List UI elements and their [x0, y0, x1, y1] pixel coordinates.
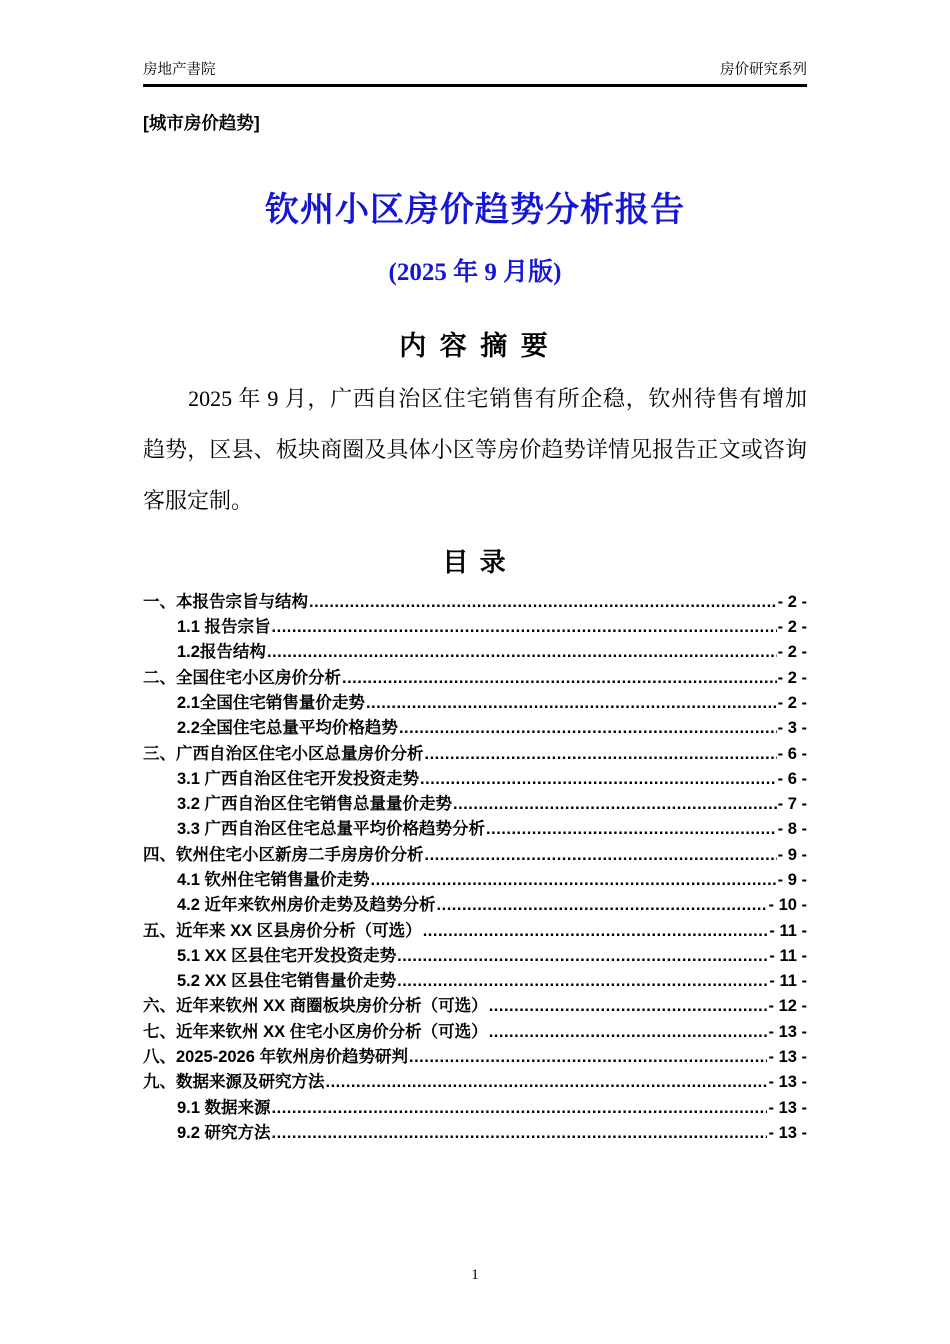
toc-page-number: - 13 -	[768, 1048, 807, 1067]
toc-entry-label: 3.1 广西自治区住宅开发投资走势	[177, 769, 420, 788]
toc-entry[interactable]	[143, 919, 807, 944]
toc-page-number: - 2 -	[777, 693, 807, 712]
toc-entry-label: 1.1 报告宗旨	[177, 618, 271, 637]
toc-page-number: - 12 -	[768, 997, 807, 1016]
toc-page-number: - 13 -	[768, 1123, 807, 1142]
toc-entry[interactable]	[143, 893, 807, 918]
toc-entry-label: 五、近年来 XX 区县房价分析（可选）	[143, 921, 422, 940]
toc-page-number: - 9 -	[777, 845, 807, 864]
toc-dot-leader	[371, 868, 777, 893]
toc-dot-leader	[489, 994, 768, 1019]
toc-entry[interactable]	[143, 1096, 807, 1121]
toc-dot-leader	[453, 792, 777, 817]
toc-dot-leader	[437, 893, 768, 918]
page-number: 1	[471, 1267, 479, 1283]
toc-entry-label: 2.1全国住宅销售量价走势	[177, 693, 365, 712]
toc-entry[interactable]	[143, 1121, 807, 1146]
toc-entry-label: 1.2报告结构	[177, 643, 266, 662]
toc-page-number: - 11 -	[769, 972, 807, 991]
toc-list	[143, 590, 807, 1147]
toc-dot-leader	[267, 640, 777, 665]
toc-dot-leader	[397, 944, 768, 969]
toc-page-number: - 13 -	[768, 1022, 807, 1041]
report-subtitle: (2025 年 9 月版)	[388, 259, 562, 287]
toc-page-number: - 2 -	[777, 592, 807, 611]
toc-page-number: - 6 -	[777, 769, 807, 788]
toc-entry-label: 9.1 数据来源	[177, 1098, 271, 1117]
toc-dot-leader	[425, 742, 777, 767]
toc-entry-label: 9.2 研究方法	[177, 1123, 271, 1142]
toc-entry[interactable]	[143, 792, 807, 817]
toc-page-number: - 11 -	[769, 921, 807, 940]
toc-page-number: - 11 -	[769, 946, 807, 965]
toc-dot-leader	[489, 1020, 768, 1045]
toc-entry[interactable]	[143, 767, 807, 792]
toc-entry[interactable]	[143, 691, 807, 716]
page-footer	[0, 1267, 950, 1284]
toc-page-number: - 3 -	[777, 719, 807, 738]
toc-entry-label: 一、本报告宗旨与结构	[143, 592, 308, 611]
toc-page-number: - 2 -	[777, 668, 807, 687]
toc-entry-label: 四、钦州住宅小区新房二手房房价分析	[143, 845, 424, 864]
toc-dot-leader	[272, 1096, 768, 1121]
toc-dot-leader	[272, 615, 777, 640]
toc-dot-leader	[342, 666, 777, 691]
toc-dot-leader	[366, 691, 777, 716]
toc-entry-label: 4.1 钦州住宅销售量价走势	[177, 871, 370, 889]
header-left-text: 房地产書院	[143, 62, 216, 78]
toc-entry-label: 三、广西自治区住宅小区总量房价分析	[143, 744, 424, 763]
toc-entry[interactable]	[143, 994, 807, 1019]
toc-entry[interactable]	[143, 1070, 807, 1095]
toc-entry[interactable]	[143, 716, 807, 741]
toc-dot-leader	[486, 817, 777, 842]
toc-page-number: - 7 -	[777, 795, 807, 814]
toc-dot-leader	[423, 919, 769, 944]
toc-entry-label: 5.1 XX 区县住宅开发投资走势	[177, 946, 397, 965]
toc-entry[interactable]	[143, 640, 807, 665]
toc-entry-label: 九、数据来源及研究方法	[143, 1073, 325, 1092]
toc-page-number: - 10 -	[768, 896, 807, 915]
toc-entry[interactable]	[143, 666, 807, 691]
toc-entry[interactable]	[143, 1020, 807, 1045]
toc-dot-leader	[409, 1045, 767, 1070]
toc-entry-label: 七、近年来钦州 XX 住宅小区房价分析（可选）	[143, 1022, 488, 1041]
toc-page-number: - 8 -	[777, 820, 807, 839]
toc-page-number: - 6 -	[777, 744, 807, 763]
toc-entry-label: 二、全国住宅小区房价分析	[143, 668, 341, 687]
toc-entry[interactable]	[143, 817, 807, 842]
toc-page-number: - 2 -	[777, 643, 807, 662]
toc-entry[interactable]	[143, 843, 807, 868]
toc-entry[interactable]	[143, 868, 807, 893]
toc-dot-leader	[420, 767, 777, 792]
toc-dot-leader	[397, 969, 768, 994]
toc-entry[interactable]	[143, 1045, 807, 1070]
toc-dot-leader	[399, 716, 777, 741]
toc-entry[interactable]	[143, 590, 807, 615]
page-header	[143, 58, 807, 87]
toc-page-number: - 9 -	[777, 871, 807, 889]
toc-page-number: - 2 -	[777, 618, 807, 637]
toc-entry-label: 5.2 XX 区县住宅销售量价走势	[177, 972, 397, 991]
toc-dot-leader	[309, 590, 777, 615]
toc-dot-leader	[425, 843, 777, 868]
category-tag: [城市房价趋势]	[143, 113, 260, 133]
toc-entry[interactable]	[143, 969, 807, 994]
toc-entry-label: 六、近年来钦州 XX 商圈板块房价分析（可选）	[143, 997, 488, 1016]
report-title: 钦州小区房价趋势分析报告	[265, 192, 685, 229]
header-right-text: 房价研究系列	[720, 62, 807, 78]
toc-page-number: - 13 -	[768, 1073, 807, 1092]
toc-heading: 目 录	[442, 547, 508, 578]
toc-dot-leader	[326, 1070, 768, 1095]
summary-heading: 内 容 摘 要	[399, 330, 551, 361]
toc-entry-label: 4.2 近年来钦州房价走势及趋势分析	[177, 896, 436, 915]
toc-entry-label: 2.2全国住宅总量平均价格趋势	[177, 719, 398, 738]
toc-entry-label: 3.2 广西自治区住宅销售总量量价走势	[177, 795, 453, 814]
toc-entry-label: 3.3 广西自治区住宅总量平均价格趋势分析	[177, 820, 486, 839]
toc-entry-label: 八、2025-2026 年钦州房价趋势研判	[143, 1048, 408, 1067]
summary-paragraph: 2025 年 9 月，广西自治区住宅销售有所企稳，钦州待售有增加趋势，区县、板块商圈及具体小区等房价趋势详情见报告正文或咨询客服定制。	[143, 386, 807, 514]
toc-entry[interactable]	[143, 944, 807, 969]
toc-entry[interactable]	[143, 742, 807, 767]
toc-page-number: - 13 -	[768, 1098, 807, 1117]
toc-dot-leader	[272, 1121, 768, 1146]
toc-entry[interactable]	[143, 615, 807, 640]
